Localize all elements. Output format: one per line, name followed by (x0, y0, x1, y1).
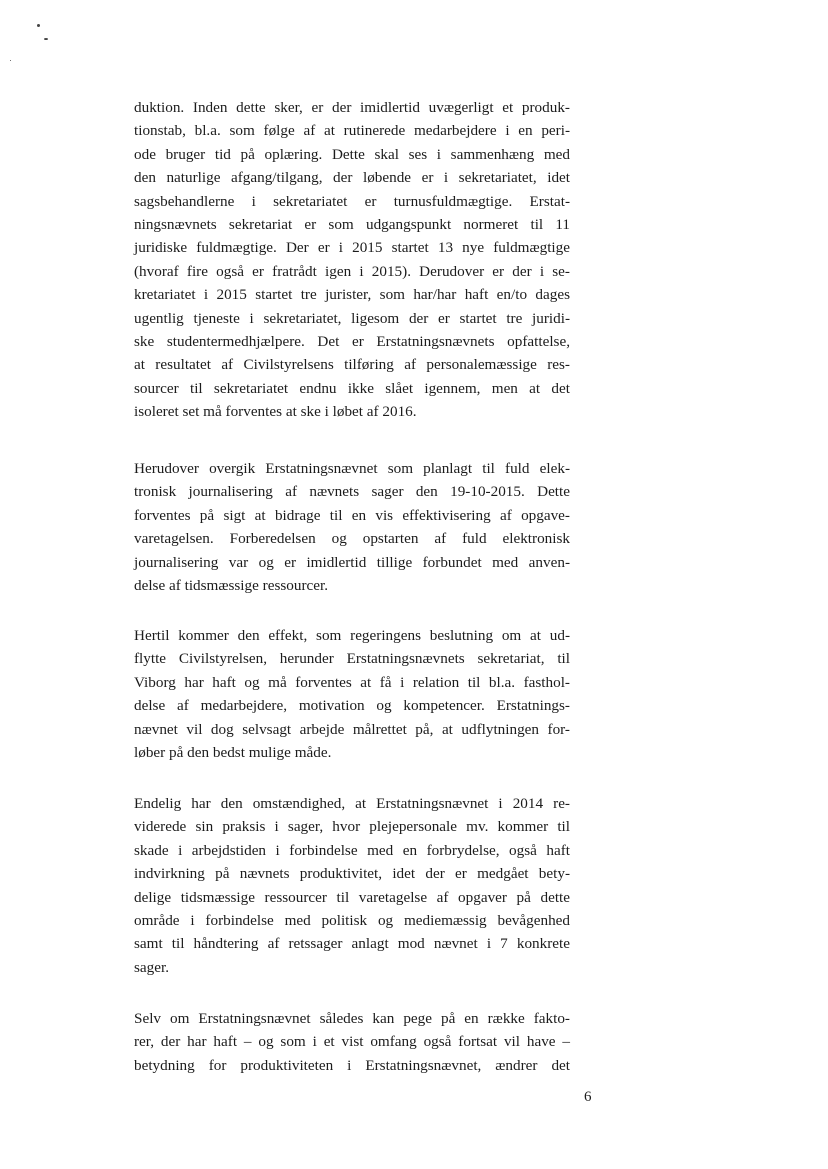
text-line: nævnet vil dog selvsagt arbejde målrettet på, at udflytningen for- (134, 720, 570, 738)
text-line: indvirkning på nævnets produktivitet, idet der er medgået bety- (134, 865, 570, 883)
text-line: ugentlig tjeneste i sekretariatet, ligesom der er startet tre juridi- (134, 309, 570, 327)
text-line: delse af tidsmæssige ressourcer. (134, 577, 329, 594)
text-line: forventes på sigt at bidrage til en vis effektivisering af opgave- (134, 506, 570, 524)
text-line: Hertil kommer den effekt, som regeringens beslutning om at ud- (134, 627, 570, 644)
text-line: varetagelsen. Forberedelsen og opstarten af fuld elektronisk (134, 530, 570, 548)
text-line: (hvoraf fire også er fratrådt igen i 2015). Derudover er der i se- (134, 262, 570, 280)
text-line: skade i arbejdstiden i forbindelse med en forbrydelse, også haft (134, 841, 570, 859)
text-line: ode bruger tid på oplæring. Dette skal ses i sammenhæng med (134, 145, 570, 163)
text-line: sagsbehandlerne i sekretariatet er turnusfuldmægtige. Erstat- (134, 192, 570, 210)
text-line: at resultatet af Civilstyrelsens tilføring af personalemæssige res- (134, 356, 570, 374)
text-line: ningsnævnets sekretariat er som udgangspunkt normeret til 11 (134, 216, 570, 233)
page-number: 6 (584, 1089, 592, 1105)
text-line: tronisk journalisering af nævnets sager den 19-10-2015. Dette (134, 483, 570, 501)
scan-speck (44, 38, 48, 40)
text-line: Endelig har den omstændighed, at Erstatningsnævnet i 2014 re- (134, 795, 570, 812)
text-line: Viborg har haft og må forventes at få i relation til bl.a. fasthol- (134, 673, 570, 691)
text-line: flytte Civilstyrelsen, herunder Erstatningsnævnets sekretariat, til (134, 650, 570, 668)
scan-speck (10, 60, 11, 61)
text-line: betydning for produktiviteten i Erstatningsnævnet, ændrer det (134, 1056, 570, 1074)
text-line: den naturlige afgang/tilgang, der løbende er i sekretariatet, idet (134, 169, 570, 187)
text-line: område i forbindelse med politisk og mediemæssig bevågenhed (134, 912, 570, 929)
text-line: Herudover overgik Erstatningsnævnet som planlagt til fuld elek- (134, 460, 570, 477)
text-line: delige tidsmæssige ressourcer til varetagelse af opgaver på dette (134, 888, 570, 906)
text-line: Selv om Erstatningsnævnet således kan pege på en række fakto- (134, 1010, 570, 1027)
text-line: juridiske fuldmægtige. Der er i 2015 startet 13 nye fuldmægtige (134, 239, 570, 257)
scan-speck (37, 24, 40, 27)
text-line: journalisering var og er imidlertid tillige forbundet med anven- (134, 553, 570, 571)
text-line: sourcer til sekretariatet endnu ikke slået igennem, men at det (134, 379, 570, 397)
text-line: ske studentermedhjælpere. Det er Erstatningsnævnets opfattelse, (134, 333, 570, 350)
text-line: rer, der har haft – og som i et vist omfang også fortsat vil have – (134, 1033, 570, 1051)
text-line: delse af medarbejdere, motivation og kompetencer. Erstatnings- (134, 697, 570, 715)
text-line: løber på den bedst mulige måde. (134, 744, 332, 761)
text-line: viderede sin praksis i sager, hvor plejepersonale mv. kommer til (134, 818, 570, 836)
text-line: samt til håndtering af retssager anlagt mod nævnet i 7 konkrete (134, 935, 570, 953)
text-line: isoleret set må forventes at ske i løbet af 2016. (134, 403, 417, 421)
text-line: kretariatet i 2015 startet tre jurister, som har/har haft en/to dages (134, 286, 570, 304)
text-line: sager. (134, 958, 170, 976)
text-line: duktion. Inden dette sker, er der imidlertid uvægerligt et produk- (134, 99, 570, 116)
text-line: tionstab, bl.a. som følge af at rutinerede medarbejdere i en peri- (134, 122, 570, 140)
